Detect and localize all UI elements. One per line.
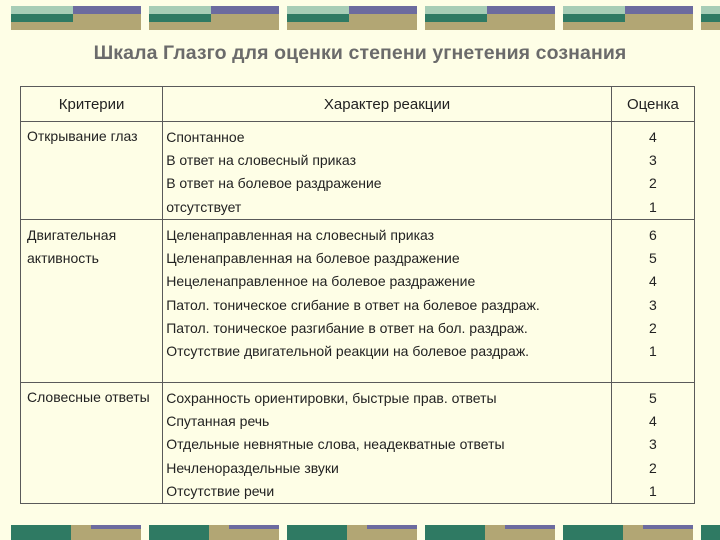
responses-motor — [163, 220, 612, 383]
decorative-tile — [287, 0, 425, 32]
response-text: В ответ на болевое раздражение — [166, 175, 382, 192]
decorative-tile — [11, 0, 149, 32]
glasgow-scale-table — [20, 86, 695, 504]
score-value: 6 — [649, 227, 657, 243]
response-text: Отсутствие речи — [166, 482, 275, 499]
header-response: Характер реакции — [163, 87, 612, 122]
score-value: 5 — [649, 390, 657, 406]
header-criteria: Критерии — [21, 87, 163, 122]
score-value: 1 — [649, 482, 657, 499]
decorative-tile — [701, 0, 720, 32]
criterion-eye-opening — [21, 122, 163, 220]
response-text: Патол. тоническое сгибание в ответ на болевое раздраж. — [166, 296, 540, 313]
response-text: Целенаправленная на болевое раздражение — [166, 250, 460, 267]
responses-verbal — [163, 383, 612, 504]
decorative-tile — [11, 525, 149, 540]
table-row-eye-opening — [21, 122, 695, 220]
page-title: Шкала Глазго для оценки степени угнетения сознания — [93, 42, 627, 64]
criterion-verbal — [21, 383, 163, 504]
scores-verbal — [611, 383, 694, 504]
response-text: Спонтанное — [166, 129, 245, 145]
score-value: 2 — [649, 175, 657, 192]
score-value: 2 — [649, 459, 657, 476]
decorative-tile — [563, 525, 701, 540]
score-value: 2 — [649, 319, 657, 336]
score-value: 4 — [649, 129, 657, 145]
criterion-label: Двигательная активность — [27, 227, 117, 266]
response-text: Отдельные невнятные слова, неадекватные ответы — [166, 436, 505, 453]
criterion-motor — [21, 220, 163, 383]
criterion-label: Открывание глаз — [27, 128, 138, 144]
table-row-motor — [21, 220, 695, 383]
score-value: 1 — [649, 198, 657, 215]
decorative-tile — [287, 525, 425, 540]
decorative-tile — [425, 525, 563, 540]
scores-motor — [611, 220, 694, 383]
response-text: В ответ на словесный приказ — [166, 152, 356, 169]
score-value: 4 — [649, 273, 657, 290]
responses-eye-opening — [163, 122, 612, 220]
decorative-tile — [425, 0, 563, 32]
top-decorative-band — [0, 0, 720, 32]
score-value: 5 — [649, 250, 657, 267]
response-text: Нецеленаправленное на болевое раздражение — [166, 273, 476, 290]
decorative-tile — [149, 0, 287, 32]
criterion-label: Словесные ответы — [27, 389, 150, 405]
table-header-row — [21, 87, 695, 122]
decorative-tile — [701, 525, 720, 540]
response-text: Отсутствие двигательной реакции на болевое раздраж. — [166, 342, 530, 359]
score-value: 4 — [649, 413, 657, 430]
response-text: Спутанная речь — [166, 413, 270, 430]
response-text: Патол. тоническое разгибание в ответ на бол. раздраж. — [166, 319, 528, 336]
response-text: Сохранность ориентировки, быстрые прав. ответы — [166, 390, 497, 406]
bottom-decorative-band — [0, 525, 720, 540]
header-score: Оценка — [611, 87, 694, 122]
response-text: Нечленораздельные звуки — [166, 459, 339, 476]
score-value: 3 — [649, 296, 657, 313]
score-value: 1 — [649, 342, 657, 359]
table-row-verbal — [21, 383, 695, 504]
response-text: Целенаправленная на словесный приказ — [166, 227, 435, 243]
scores-eye-opening — [611, 122, 694, 220]
decorative-tile — [563, 0, 701, 32]
response-text: отсутствует — [166, 198, 242, 215]
score-value: 3 — [649, 152, 657, 169]
score-value: 3 — [649, 436, 657, 453]
decorative-tile — [149, 525, 287, 540]
